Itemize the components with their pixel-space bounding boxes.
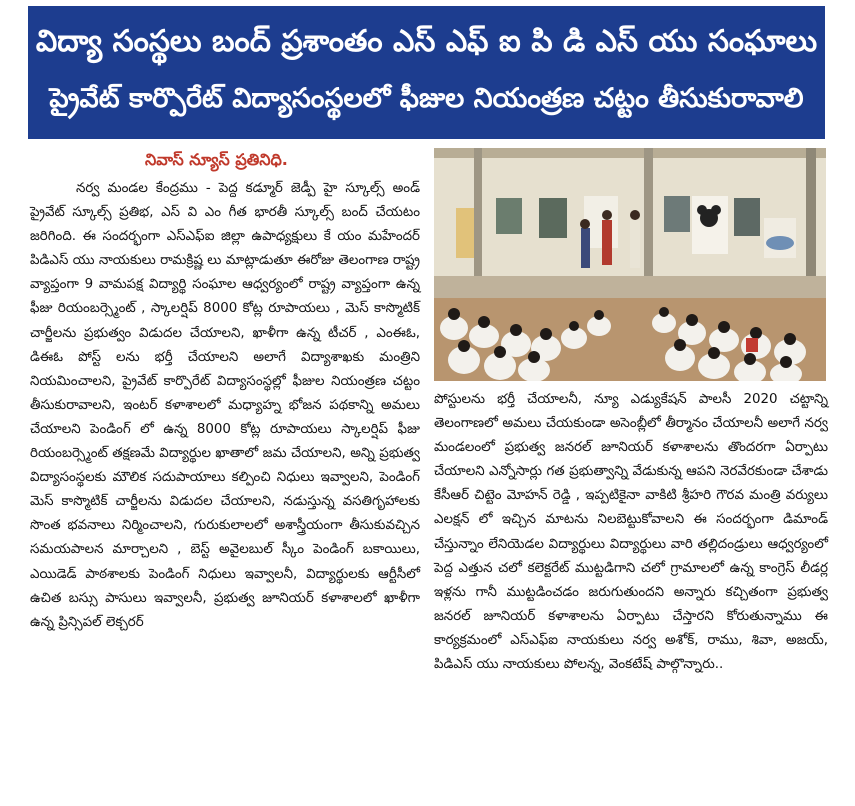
headline-line-2: ప్రైవేట్ కార్పొరేట్ విద్యాసంస్థలలో ఫీజుల నియంత్రణ చట్టం తీసుకురావాలి bbox=[49, 83, 804, 114]
byline: నివాస్ న్యూస్ ప్రతినిధి. bbox=[145, 150, 288, 169]
article-text-right: పోస్టులను భర్తీ చేయాలనీ, న్యూ ఎడ్యుకేషన్ పాలసీ 2020 చట్టాన్ని తెలంగాణలో అమలు చేయకుండా అసెంబ్లీలో తీర్మానం చేయాలనీ అలాగే నర్వ మండలంలో ప్రభుత్వ జనరల్ జూనియర్ కళాశాలను తొందరగా ఏర్పాటు చేయాలని ఎన్నోసార్లు గత ప్రభుత్వాన్ని వేడుకున్న ఆపని నెరవేరకుండా చేశాడు కేసీఆర్ చిట్టెం మోహన్ రెడ్డి , ఇప్పటికైనా వాకిటి శ్రీహరి గౌరవ మంత్రి వర్యులు ఎలక్షన్ లో ఇచ్చిన మాటను నిలబెట్టుకోవాలని ఈ సందర్భంగా డిమాండ్ చేస్తున్నాం లేనియెడల విద్యార్థులు విద్యార్థులు వారి తల్లిదండ్రులు ఆధ్వర్యంలో పెద్ద ఎత్తున చలో కలెక్టరేట్ ముట్టడిగాని చలో గ్రామాలలో ఉన్న కాంగ్రెస్ లీడర్ల ఇళ్లను గానీ ముట్టడించడం జరుగుతుందని అన్నారు కచ్చితంగా ప్రభుత్వ జనరల్ జూనియర్ కళాశాలను ఏర్పాటు చేస్తారని కోరుతున్నాము ఈ కార్యక్రమంలో ఎస్ఎఫ్ఐ నాయకులు నర్వ అశోక్, రాము, శివా, అజయ్, పిడిఎస్ యు నాయకులు పోలన్న, వెంకటేష్ పాల్గొన్నారు.. bbox=[434, 392, 828, 673]
article-column-left bbox=[30, 177, 420, 635]
headline-line-1: విద్యా సంస్థలు బంద్ ప్రశాంతం ఎస్ ఎఫ్ ఐ పి డి ఎస్ యు సంఘాలు bbox=[35, 24, 818, 59]
school-gathering-photo bbox=[434, 148, 826, 381]
headline-banner bbox=[28, 6, 825, 139]
article-column-right bbox=[434, 388, 828, 677]
news-photo bbox=[434, 148, 826, 381]
article-text-left: నర్వ మండల కేంద్రము - పెద్ద కడ్మూర్ జెడ్పీ హై స్కూల్స్ అండ్ ప్రైవేట్ స్కూల్స్ ప్రతిభ, ఎస్ వి ఎం గీత భారతీ స్కూల్స్ బంద్ చేయటం జరిగింది. ఈ సందర్భంగా ఎస్ఎఫ్ఐ జిల్లా ఉపాధ్యక్షులు కే యం మహేందర్ పిడిఎస్ యు నాయకులు రామక్రిష్ణ లు మాట్లాడుతూ ఈరోజు తెలంగాణ రాష్ట్ర వ్యాప్తంగా 9 వామపక్ష విద్యార్థి సంఘాల ఆధ్వర్యంలో రాష్ట్ర వ్యాప్తంగా ఉన్న ఫీజు రియంబర్స్మెంట్ , స్కాలర్షిప్ 8000 కోట్ల రూపాయలు , మెస్ కాస్మొటిక్ చార్జీలను ప్రభుత్వం విడుదల చేయాలని, ఖాళీగా ఉన్న టీచర్ , ఎంఈఓ, డిఈఓ పోస్ట్ లను భర్తీ చేయాలని అలాగే విద్యాశాఖకు మంత్రిని నియమించాలని, ప్రైవేట్ కార్పొరేట్ విద్యాసంస్థల్లో ఫీజుల నియంత్రణ చట్టం తీసుకురావాలని, ఇంటర్ కళాశాలలో మధ్యాహ్న భోజన పథకాన్ని అమలు చేయాలని పెండింగ్ లో ఉన్న 8000 కోట్ల రూపాయలు స్కాలర్షిప్ ఫీజు రియంబర్స్మెంట్ తక్షణమే విద్యార్థుల ఖాతాలో జమ చేయాలని, అన్ని ప్రభుత్వ విద్యాసంస్థలకు మౌలిక సదుపాయాలు కల్పించి నిధులు ఇవ్వాలని, పెండింగ్ మెస్ కాస్మొటిక్ చార్జీలను విడుదల చేయాలని, నడుస్తున్న వసతిగృహాలకు సొంత భవనాలు నిర్మించాలని, గురుకులాలలో అశాస్త్రీయంగా తీసుకువచ్చిన సమయపాలన మార్చాలని , బెస్ట్ అవైలబుల్ స్కీం పెండింగ్ బకాయిలు, ఎయిడెడ్ పాఠశాలకు పెండింగ్ నిధులు ఇవ్వాలనీ, విద్యార్థులకు ఆర్టీసీలో ఉచిత బస్సు పాసులు ఇవ్వాలనీ, ప్రభుత్వ జూనియర్ కళాశాలలో ఖాళీగా ఉన్న ప్రిన్సిపల్ లెక్చరర్ bbox=[30, 181, 420, 630]
